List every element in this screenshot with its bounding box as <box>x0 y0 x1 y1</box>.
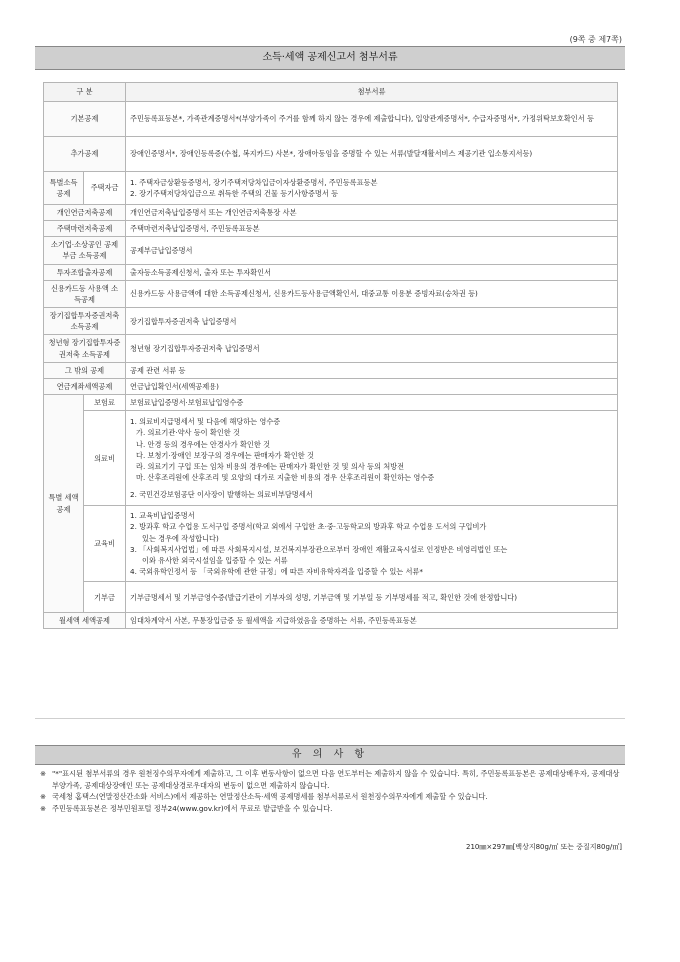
note-text: 주민등록표등본은 정부민원포털 정부24(www.gov.kr)에서 무료로 발급받을 수 있습니다. <box>52 803 333 813</box>
row-line: 2. 장기주택저당차입금으로 취득한 주택의 건물 등기사항증명서 등 <box>130 189 339 198</box>
row-label: 청년형 장기집합투자증권저축 소득공제 <box>44 335 126 362</box>
note-mark: ※ <box>40 803 47 813</box>
row-text: 출자등소득공제신청서, 출자 또는 투자확인서 <box>126 264 618 280</box>
row-label: 투자조합출자공제 <box>44 264 126 280</box>
row-line: 1. 교육비납입증명서 <box>130 511 195 521</box>
table-row <box>44 362 618 378</box>
row-label: 장기집합투자증권저축 소득공제 <box>44 308 126 335</box>
table-row <box>44 411 618 506</box>
row-label: 연금계좌세액공제 <box>44 378 126 394</box>
row-text <box>126 506 618 582</box>
row-label: 그 밖의 공제 <box>44 362 126 378</box>
row-text <box>126 172 618 205</box>
row-line: 가. 의료기관·약사 등이 확인한 것 <box>136 428 240 438</box>
table-row <box>44 378 618 394</box>
row-line: 이와 유사한 외국시설임을 입증할 수 있는 서류 <box>142 555 288 565</box>
note-mark: ※ <box>40 792 47 802</box>
row-sublabel: 의료비 <box>84 411 126 506</box>
divider <box>35 718 625 719</box>
table-row <box>44 308 618 335</box>
row-text: 보험료납입증명서·보험료납입영수증 <box>126 395 618 411</box>
row-label: 개인연금저축공제 <box>44 205 126 221</box>
note-item <box>40 768 625 791</box>
row-label: 기본공제 <box>44 102 126 137</box>
row-text: 연금납입확인서(세액공제용) <box>126 378 618 394</box>
row-line: 마. 산후조리원에 산후조리 및 요양의 대가로 지출한 비용의 경우 산후조리원이 확인하는 영수증 <box>136 472 435 482</box>
note-item <box>40 791 625 803</box>
row-text: 주택마련저축납입증명서, 주민등록표등본 <box>126 221 618 237</box>
row-text: 공제부금납입증명서 <box>126 237 618 264</box>
row-text: 장기집합투자증권저축 납입증명서 <box>126 308 618 335</box>
row-line: 다. 보청기·장애인 보장구의 경우에는 판매자가 확인한 것 <box>136 450 314 460</box>
row-line: 나. 안경 등의 경우에는 안경사가 확인한 것 <box>136 439 271 449</box>
note-mark: ※ <box>40 769 47 778</box>
note-item <box>40 803 625 815</box>
note-text: 국세청 홈택스(연말정산간소화 서비스)에서 제공하는 연말정산소득·세액 공제명세를 첨부서류로서 원천징수의무자에게 제출할 수 있습니다. <box>52 792 488 802</box>
row-line: 4. 국외유학인정서 등 「국외유학에 관한 규정」에 따른 자비유학자격을 입증할 수 있는 서류* <box>130 567 423 577</box>
row-line: 1. 의료비지급명세서 및 다음에 해당하는 영수증 <box>130 417 281 427</box>
table-row <box>44 205 618 221</box>
table-row <box>44 280 618 307</box>
table-row <box>44 172 618 205</box>
table-row <box>44 137 618 172</box>
page-number: (9쪽 중 제7쪽) <box>569 35 622 44</box>
row-line: 있는 경우에 작성합니다) <box>142 533 219 543</box>
row-line: 3. 「사회복지사업법」에 따른 사회복지시설, 보건복지부장관으로부터 장애인 재활교육시설로 인정받은 비영리법인 또는 <box>130 544 508 554</box>
header-category: 구 분 <box>44 83 126 102</box>
row-text: 신용카드등 사용금액에 대한 소득공제신청서, 신용카드등사용금액확인서, 대중교통 이용분 증빙자료(승차권 등) <box>126 280 618 307</box>
row-line: 2. 국민건강보험공단 이사장이 발행하는 의료비부담명세서 <box>130 490 313 500</box>
row-sublabel: 기부금 <box>84 582 126 613</box>
note-text: "*"표시된 첨부서류의 경우 원천징수의무자에게 제출하고, 그 이후 변동사항이 없으면 다음 연도부터는 제출하지 않을 수 있습니다. 특히, 주민등록표등본은 공제대상배우자, 공제대상부양가족, 공제대상장애인 또는 공제대상경로우대자의 변동이 없으면 제출하지 않습니다. <box>52 769 620 790</box>
row-text <box>126 411 618 506</box>
table-row <box>44 395 618 411</box>
row-label: 특별소득공제 <box>44 172 84 205</box>
row-sublabel: 교육비 <box>84 506 126 582</box>
table-row <box>44 221 618 237</box>
table-row <box>44 102 618 137</box>
table-row <box>44 613 618 629</box>
row-sublabel: 주택자금 <box>84 172 126 205</box>
attachments-table <box>43 82 618 629</box>
row-label: 월세액 세액공제 <box>44 613 126 629</box>
row-label: 소기업·소상공인 공제부금 소득공제 <box>44 237 126 264</box>
table-row <box>44 582 618 613</box>
form-title: 소득·세액 공제신고서 첨부서류 <box>35 46 625 70</box>
row-text: 장애인증명서*, 장애인등록증(수첩, 복지카드) 사본*, 장애아동임을 증명할 수 있는 서류(발달재활서비스 제공기관 입소통지서등) <box>126 137 618 172</box>
row-text: 개인연금저축납입증명서 또는 개인연금저축통장 사본 <box>126 205 618 221</box>
paper-spec: 210㎜×297㎜[백상지80g/㎡ 또는 중질지80g/㎡] <box>465 843 622 851</box>
row-line: 1. 주택자금상환등증명서, 장기주택저당차입금이자상환증명서, 주민등록표등본 <box>130 177 378 187</box>
row-text: 청년형 장기집합투자증권저축 납입증명서 <box>126 335 618 362</box>
row-label: 특별 세액 공제 <box>44 395 84 613</box>
row-text: 임대차계약서 사본, 무통장입금증 등 월세액을 지급하였음을 증명하는 서류, 주민등록표등본 <box>126 613 618 629</box>
row-sublabel: 보험료 <box>84 395 126 411</box>
table-row <box>44 506 618 582</box>
row-text: 기부금명세서 및 기부금영수증(발급기관이 기부자의 성명, 기부금액 및 기부일 등 기부명세를 적고, 확인한 것에 한정합니다) <box>126 582 618 613</box>
row-text: 주민등록표등본*, 가족관계증명서*(부양가족이 주거를 함께 하지 않는 경우에 제출합니다), 입양관계증명서*, 수급자증명서*, 가정위탁보호확인서 등 <box>126 102 618 137</box>
row-label: 주택마련저축공제 <box>44 221 126 237</box>
header-documents: 첨부서류 <box>126 83 618 102</box>
table-row <box>44 264 618 280</box>
row-line: 2. 방과후 학교 수업용 도서구입 증명서(학교 외에서 구입한 초·중·고등학교의 방과후 학교 수업용 도서의 구입비가 <box>130 522 487 532</box>
row-text: 공제 관련 서류 등 <box>126 362 618 378</box>
table-row <box>44 237 618 264</box>
table-header <box>44 83 618 102</box>
notes-section <box>40 768 625 814</box>
row-label: 추가공제 <box>44 137 126 172</box>
notes-title: 유 의 사 항 <box>35 745 625 765</box>
row-line: 라. 의료기기 구입 또는 임차 비용의 경우에는 판매자가 확인한 것 및 의사 등의 처방전 <box>136 461 405 471</box>
table-row <box>44 335 618 362</box>
row-label: 신용카드등 사용액 소득공제 <box>44 280 126 307</box>
